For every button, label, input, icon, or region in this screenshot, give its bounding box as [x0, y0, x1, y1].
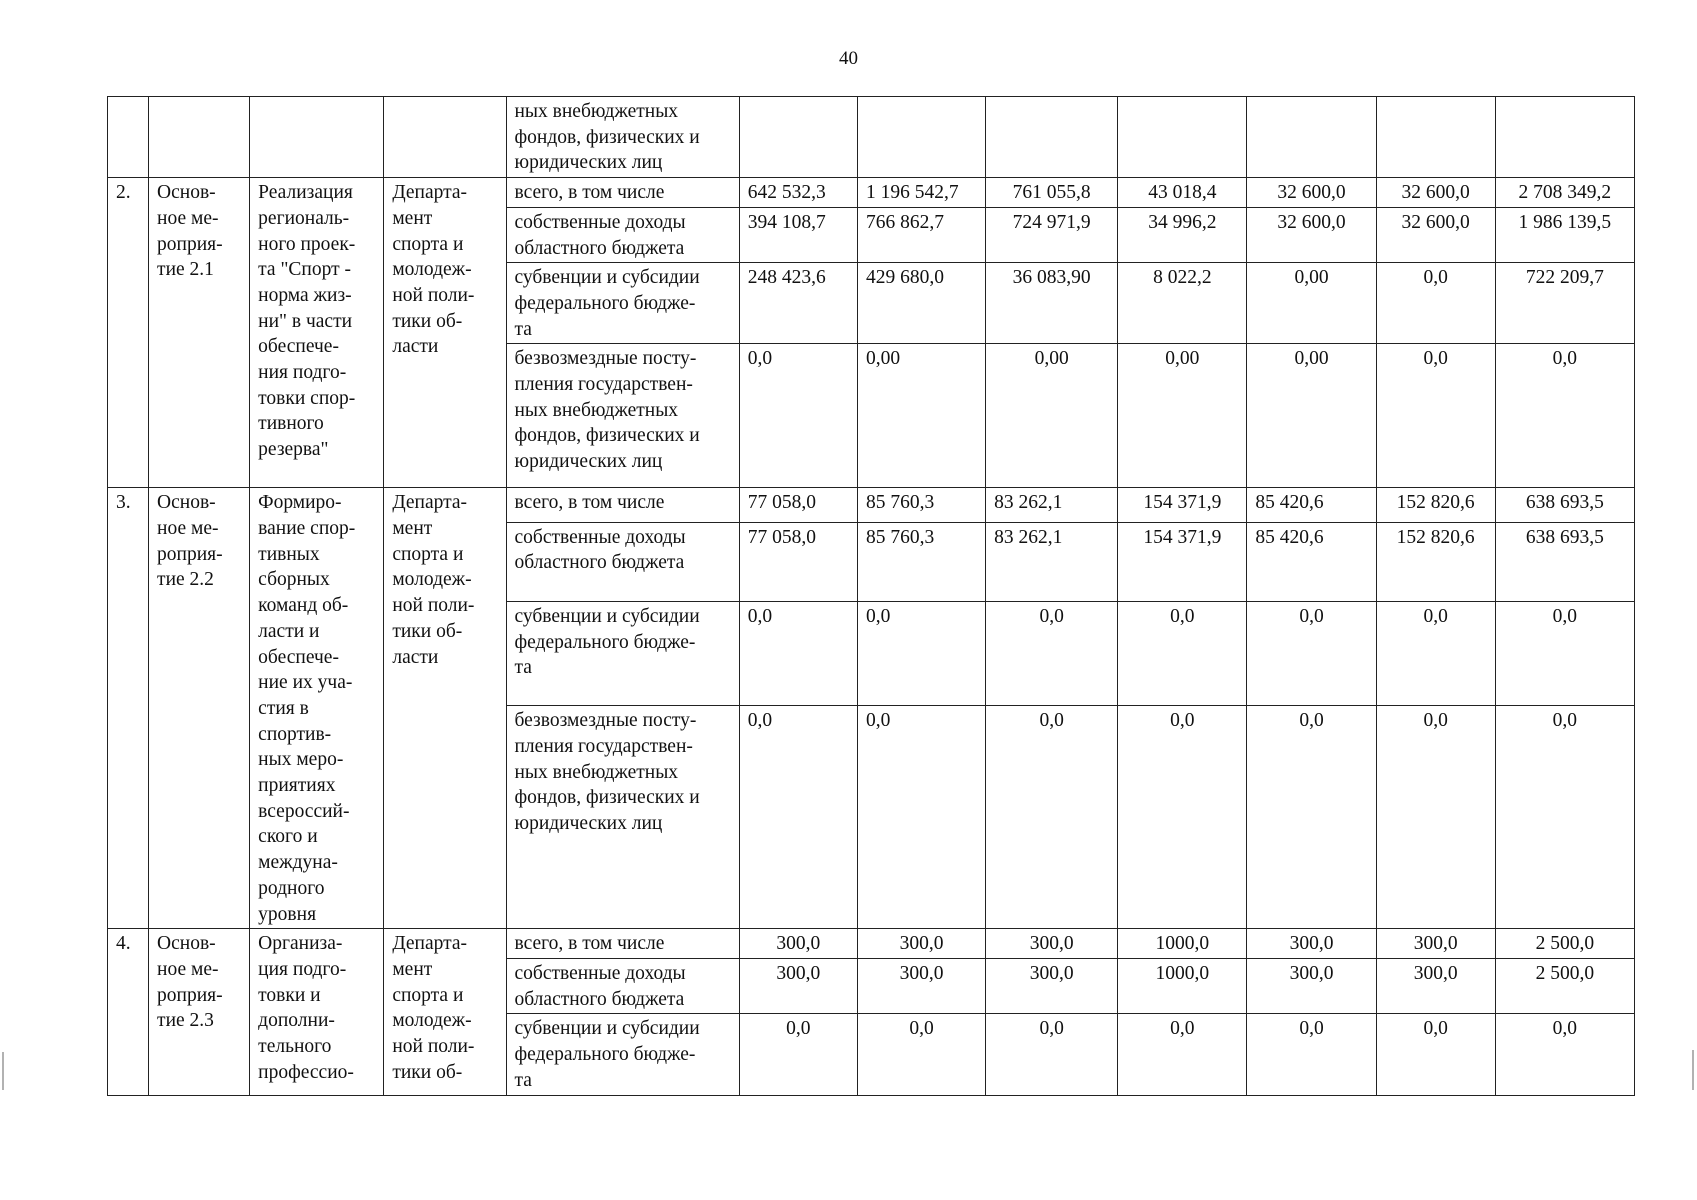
value-cell: 0,0 [986, 1014, 1118, 1095]
table-body [108, 97, 1635, 1096]
value-cell: 1 986 139,5 [1495, 207, 1634, 262]
value-cell: 83 262,1 [986, 488, 1118, 522]
value-cell: 0,0 [1376, 706, 1495, 929]
value-cell: 0,00 [1247, 263, 1376, 344]
value-cell: 0,0 [1495, 601, 1634, 705]
value-cell: 0,00 [986, 344, 1118, 488]
value-cell: 85 420,6 [1247, 488, 1376, 522]
event-cell: Основ- ное ме- роприя- тие 2.2 [149, 488, 250, 929]
value-cell: 0,0 [1118, 1014, 1247, 1095]
value-cell: 638 693,5 [1495, 522, 1634, 601]
value-cell: 0,0 [739, 1014, 857, 1095]
value-cell: 248 423,6 [739, 263, 857, 344]
value-cell: 722 209,7 [1495, 263, 1634, 344]
executor-cell: Департа- мент спорта и молодеж- ной поли- тики об- ласти [384, 178, 506, 488]
value-cell: 0,0 [1118, 706, 1247, 929]
name-cell: Реализация региональ- ного проек- та "Спорт - норма жиз- ни" в части обеспече- ния подго- товки спор- тивного резерва" [250, 178, 384, 488]
value-cell: 0,0 [1118, 601, 1247, 705]
value-cell: 0,0 [1247, 1014, 1376, 1095]
source-cell: субвенции и субсидии федерального бюдже- та [506, 601, 739, 705]
name-cell: Организа- ция подго- товки и дополни- тельного профессио- [250, 929, 384, 1095]
value-cell: 0,0 [857, 1014, 985, 1095]
source-cell: всего, в том числе [506, 488, 739, 522]
value-cell: 0,0 [1247, 706, 1376, 929]
value-cell: 0,0 [986, 706, 1118, 929]
value-cell: 0,00 [857, 344, 985, 488]
value-cell: 152 820,6 [1376, 488, 1495, 522]
no-cell [108, 97, 149, 178]
value-cell: 2 500,0 [1495, 929, 1634, 959]
value-cell: 0,0 [1376, 344, 1495, 488]
value-cell: 0,0 [1495, 344, 1634, 488]
source-cell: безвозмездные посту- пления государствен- ных внебюджетных фондов, физических и юридических лиц [506, 344, 739, 488]
name-cell: Формиро- вание спор- тивных сборных команд об- ласти и обеспече- ние их уча- стия в спортив- ных меро- приятиях всероссий- ского и междуна- родного уровня [250, 488, 384, 929]
page-number: 40 [839, 48, 858, 69]
value-cell: 0,0 [739, 601, 857, 705]
source-cell: ных внебюджетных фондов, физических и юридических лиц [506, 97, 739, 178]
no-cell: 3. [108, 488, 149, 929]
executor-cell [384, 97, 506, 178]
value-cell: 0,00 [1247, 344, 1376, 488]
value-cell: 300,0 [1376, 929, 1495, 959]
value-cell: 77 058,0 [739, 488, 857, 522]
value-cell: 32 600,0 [1376, 207, 1495, 262]
source-cell: субвенции и субсидии федерального бюдже- та [506, 1014, 739, 1095]
value-cell: 0,0 [857, 706, 985, 929]
scan-mark-right [1692, 1050, 1694, 1090]
executor-cell: Департа- мент спорта и молодеж- ной поли- тики об- ласти [384, 488, 506, 929]
source-cell: всего, в том числе [506, 178, 739, 208]
value-cell: 0,00 [1118, 344, 1247, 488]
value-cell: 2 500,0 [1495, 958, 1634, 1013]
value-cell: 0,0 [857, 601, 985, 705]
value-cell: 0,0 [1247, 601, 1376, 705]
no-cell: 4. [108, 929, 149, 1095]
value-cell: 8 022,2 [1118, 263, 1247, 344]
value-cell: 34 996,2 [1118, 207, 1247, 262]
value-cell: 300,0 [739, 958, 857, 1013]
value-cell [986, 97, 1118, 178]
value-cell: 1000,0 [1118, 929, 1247, 959]
value-cell: 1000,0 [1118, 958, 1247, 1013]
source-cell: собственные доходы областного бюджета [506, 522, 739, 601]
value-cell: 0,0 [1495, 1014, 1634, 1095]
value-cell: 300,0 [857, 958, 985, 1013]
value-cell: 642 532,3 [739, 178, 857, 208]
value-cell: 0,0 [739, 344, 857, 488]
value-cell [1376, 97, 1495, 178]
value-cell [739, 97, 857, 178]
value-cell: 300,0 [1247, 958, 1376, 1013]
value-cell: 32 600,0 [1247, 207, 1376, 262]
value-cell: 2 708 349,2 [1495, 178, 1634, 208]
value-cell: 761 055,8 [986, 178, 1118, 208]
value-cell: 85 760,3 [857, 522, 985, 601]
name-cell [250, 97, 384, 178]
value-cell: 83 262,1 [986, 522, 1118, 601]
value-cell: 638 693,5 [1495, 488, 1634, 522]
value-cell [1118, 97, 1247, 178]
table-row [108, 488, 1635, 522]
source-cell: собственные доходы областного бюджета [506, 958, 739, 1013]
value-cell: 1 196 542,7 [857, 178, 985, 208]
value-cell: 724 971,9 [986, 207, 1118, 262]
value-cell [857, 97, 985, 178]
value-cell [1247, 97, 1376, 178]
value-cell: 300,0 [986, 929, 1118, 959]
value-cell: 152 820,6 [1376, 522, 1495, 601]
source-cell: субвенции и субсидии федерального бюдже- та [506, 263, 739, 344]
value-cell: 85 760,3 [857, 488, 985, 522]
value-cell: 766 862,7 [857, 207, 985, 262]
table-row [108, 929, 1635, 959]
event-cell: Основ- ное ме- роприя- тие 2.1 [149, 178, 250, 488]
value-cell: 300,0 [986, 958, 1118, 1013]
value-cell: 300,0 [739, 929, 857, 959]
no-cell: 2. [108, 178, 149, 488]
event-cell: Основ- ное ме- роприя- тие 2.3 [149, 929, 250, 1095]
value-cell: 300,0 [857, 929, 985, 959]
value-cell: 394 108,7 [739, 207, 857, 262]
value-cell: 0,0 [1376, 1014, 1495, 1095]
executor-cell: Департа- мент спорта и молодеж- ной поли- тики об- [384, 929, 506, 1095]
value-cell: 36 083,90 [986, 263, 1118, 344]
source-cell: собственные доходы областного бюджета [506, 207, 739, 262]
value-cell: 429 680,0 [857, 263, 985, 344]
value-cell: 32 600,0 [1247, 178, 1376, 208]
value-cell: 32 600,0 [1376, 178, 1495, 208]
value-cell: 0,0 [739, 706, 857, 929]
value-cell: 0,0 [1376, 601, 1495, 705]
value-cell: 0,0 [1495, 706, 1634, 929]
value-cell: 85 420,6 [1247, 522, 1376, 601]
value-cell [1495, 97, 1634, 178]
value-cell: 0,0 [986, 601, 1118, 705]
table-row [108, 178, 1635, 208]
scan-mark-left [2, 1052, 4, 1090]
source-cell: безвозмездные посту- пления государствен- ных внебюджетных фондов, физических и юридических лиц [506, 706, 739, 929]
budget-table [107, 96, 1635, 1096]
source-cell: всего, в том числе [506, 929, 739, 959]
event-cell [149, 97, 250, 178]
continuation-row [108, 97, 1635, 178]
value-cell: 0,0 [1376, 263, 1495, 344]
value-cell: 300,0 [1376, 958, 1495, 1013]
value-cell: 154 371,9 [1118, 488, 1247, 522]
value-cell: 300,0 [1247, 929, 1376, 959]
value-cell: 77 058,0 [739, 522, 857, 601]
value-cell: 154 371,9 [1118, 522, 1247, 601]
value-cell: 43 018,4 [1118, 178, 1247, 208]
